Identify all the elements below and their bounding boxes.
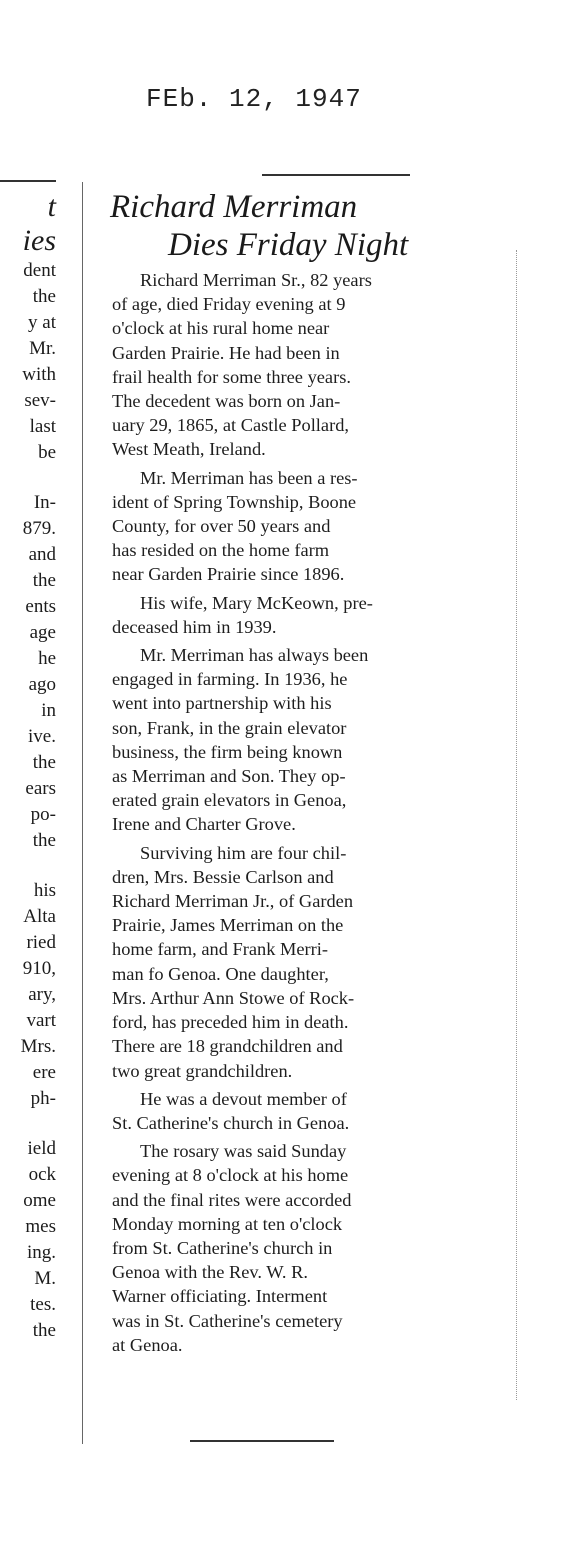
article-line: Irene and Charter Grove. — [112, 814, 296, 835]
left-column-fragment — [0, 180, 56, 1344]
left-fragment-line: 910, — [22, 958, 56, 979]
article-line: Richard Merriman Jr., of Garden — [112, 891, 354, 912]
left-fragment-headline-2: ies — [22, 224, 56, 257]
left-fragment-line: dent — [23, 260, 56, 281]
left-fragment-line: Mrs. — [20, 1036, 56, 1057]
headline-line-2: Dies Friday Night — [168, 227, 409, 263]
article-paragraph — [112, 1139, 512, 1357]
left-fragment-line: y at — [28, 312, 56, 333]
article-line: dren, Mrs. Bessie Carlson and — [112, 866, 334, 887]
article-body — [112, 268, 512, 1357]
article-line: went into partnership with his — [112, 693, 332, 714]
left-fragment-line: the — [32, 830, 56, 851]
article-line: Mr. Merriman has been a res- — [140, 467, 358, 488]
left-fragment-line: ears — [25, 778, 56, 799]
article-line: Richard Merriman Sr., 82 years — [140, 270, 372, 290]
article-end-rule — [190, 1440, 334, 1442]
left-fragment-line: ock — [28, 1164, 56, 1185]
article-line: His wife, Mary McKeown, pre- — [140, 592, 373, 613]
article-line: Surviving him are four chil- — [140, 842, 347, 863]
article-top-rule — [262, 174, 410, 176]
article-line: two great grandchildren. — [112, 1060, 293, 1081]
article-line: St. Catherine's church in Genoa. — [112, 1112, 350, 1133]
article-line: and the final rites were accorded — [112, 1189, 352, 1210]
left-fragment-line: Alta — [23, 906, 56, 927]
article-line: man fo Genoa. One daughter, — [112, 963, 329, 984]
article-line: ford, has preceded him in death. — [112, 1012, 349, 1033]
article-line: County, for over 50 years and — [112, 516, 331, 537]
article-line: deceased him in 1939. — [112, 616, 277, 637]
article-line: of age, died Friday evening at 9 — [112, 294, 346, 315]
left-fragment-line: po- — [30, 804, 56, 825]
left-fragment-gap — [0, 854, 56, 878]
left-fragment-line: the — [32, 752, 56, 773]
column-divider — [82, 182, 83, 1444]
article-line: Genoa with the Rev. W. R. — [112, 1262, 308, 1283]
article-line: business, the firm being known — [112, 741, 343, 762]
left-fragment-line: ield — [27, 1138, 56, 1159]
left-fragment-line: be — [38, 442, 56, 463]
left-fragment-line: with — [22, 364, 56, 385]
article-line: Warner officiating. Interment — [112, 1286, 328, 1307]
left-fragment-line: ago — [28, 674, 56, 695]
article-line: West Meath, Ireland. — [112, 439, 266, 460]
article-line: uary 29, 1865, at Castle Pollard, — [112, 415, 349, 436]
left-fragment-line: in — [41, 700, 56, 721]
left-fragment-line: ere — [32, 1062, 56, 1083]
left-fragment-line: ried — [26, 932, 56, 953]
left-fragment-line: the — [32, 286, 56, 307]
article-line: frail health for some three years. — [112, 366, 351, 387]
article-line: The decedent was born on Jan- — [112, 391, 341, 412]
left-fragment-line: In- — [33, 492, 56, 513]
left-fragment-line: Mr. — [29, 338, 56, 359]
article-line: erated grain elevators in Genoa, — [112, 790, 347, 811]
left-fragment-line: age — [29, 622, 56, 643]
article-line: Mrs. Arthur Ann Stowe of Rock- — [112, 987, 355, 1008]
clipping-date: FEb. 12, 1947 — [146, 84, 362, 114]
article-line: at Genoa. — [112, 1334, 183, 1355]
left-fragment-line: ents — [25, 596, 56, 617]
left-fragment-line: ive. — [28, 726, 56, 747]
left-fragment-line: ph- — [30, 1088, 56, 1109]
article-line: The rosary was said Sunday — [140, 1141, 347, 1162]
left-fragment-line: 879. — [22, 518, 56, 539]
article-headline — [106, 188, 516, 264]
left-fragment-headline-1: t — [47, 190, 56, 223]
article-paragraph — [112, 591, 512, 639]
article-line: evening at 8 o'clock at his home — [112, 1165, 349, 1186]
article-paragraph — [112, 466, 512, 587]
left-fragment-line: sev- — [24, 390, 56, 411]
left-column-rule — [0, 180, 56, 182]
left-fragment-line: ing. — [26, 1242, 56, 1263]
left-fragment-line: his — [33, 880, 56, 901]
article-line: ident of Spring Township, Boone — [112, 491, 357, 512]
article-line: Mr. Merriman has always been — [140, 645, 369, 666]
article-line: o'clock at his rural home near — [112, 318, 330, 339]
article-line: was in St. Catherine's cemetery — [112, 1310, 343, 1331]
article-line: from St. Catherine's church in — [112, 1237, 333, 1258]
article-line: Garden Prairie. He had been in — [112, 342, 340, 363]
article-paragraph — [112, 841, 512, 1083]
article-line: has resided on the home farm — [112, 540, 330, 561]
article-line: Prairie, James Merriman on the — [112, 915, 344, 936]
article-line: as Merriman and Son. They op- — [112, 766, 346, 787]
article-line: He was a devout member of — [140, 1088, 347, 1109]
left-fragment-line: tes. — [30, 1294, 56, 1315]
article-line: There are 18 grandchildren and — [112, 1036, 343, 1057]
left-fragment-text — [0, 258, 56, 1344]
left-fragment-line: he — [38, 648, 56, 669]
left-fragment-line: the — [32, 1320, 56, 1341]
left-fragment-line: vart — [26, 1010, 56, 1031]
article-paragraph — [112, 268, 512, 462]
left-fragment-line: and — [28, 544, 56, 565]
article-line: near Garden Prairie since 1896. — [112, 564, 345, 585]
left-fragment-gap — [0, 1112, 56, 1136]
right-column-edge — [516, 250, 517, 1400]
left-fragment-gap — [0, 466, 56, 490]
article-line: son, Frank, in the grain elevator — [112, 717, 347, 738]
left-fragment-line: ary, — [28, 984, 56, 1005]
headline-line-1: Richard Merriman — [110, 189, 358, 225]
article-paragraph — [112, 643, 512, 837]
left-fragment-line: ome — [23, 1190, 56, 1211]
article-line: home farm, and Frank Merri- — [112, 939, 329, 960]
article-line: Monday morning at ten o'clock — [112, 1213, 343, 1234]
left-fragment-line: the — [32, 570, 56, 591]
left-fragment-line: M. — [34, 1268, 56, 1289]
article-line: engaged in farming. In 1936, he — [112, 669, 348, 690]
left-fragment-line: last — [29, 416, 56, 437]
left-fragment-line: mes — [25, 1216, 56, 1237]
article-paragraph — [112, 1087, 512, 1135]
